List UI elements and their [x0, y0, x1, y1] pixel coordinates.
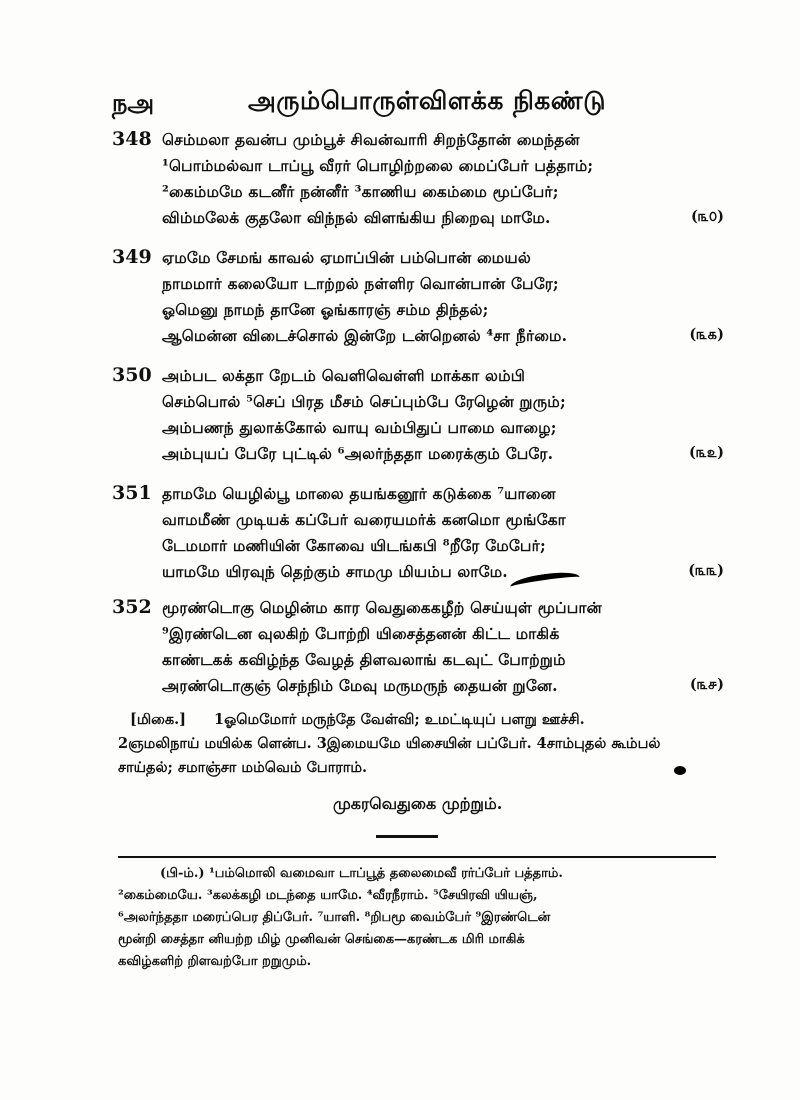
verse-number: 352 [112, 596, 152, 618]
verse-number: 351 [112, 482, 152, 504]
verse-number: 348 [112, 128, 152, 150]
verse-number: 349 [112, 246, 152, 268]
verse-line: டேமமார் மணியின் கோவை யிடங்கபி ⁸றீரே மேபேர்; [162, 536, 546, 555]
page-number: நஅ [112, 88, 155, 117]
footnote-line: ⁶அலர்ந்ததா மரைப்பெர திப்பேர். ⁷யாளி. ⁸றிபமூ வைம்பேர் ⁹இரண்டென் [118, 910, 551, 925]
verse-count: (௩௧) [689, 326, 724, 343]
verse-line: அம்பணந் துலாக்கோல் வாயு வம்பிதுப் பாமை வாழை; [162, 418, 557, 437]
section-end-title: முகரவெதுகை முற்றும். [333, 794, 503, 813]
notes-label: [மிகை.] [130, 711, 187, 728]
verse-number: 350 [112, 364, 152, 386]
note-line: சாய்தல்; சமாஞ்சா மம்வெம் போராம். [118, 759, 368, 776]
verse-line: ஏமமே சேமங் காவல் ஏமாப்பின் பம்பொன் மையல் [162, 248, 531, 267]
verse-line: அம்பட லக்தா றேடம் வெளிவெள்ளி மாக்கா லம்பி [162, 366, 526, 385]
verse-line: செம்பொல் ⁵செப் பிரத மீசம் செப்பும்பே ரேழென் றுரும்; [162, 392, 566, 411]
verse-line: அரண்டொகுஞ் செந்நிம் மேவு மருமருந் தையன் றுனே. [162, 676, 558, 695]
footnote-line: (பி-ம்.) ¹பம்மொலி வமைவா டாப்பூத் தலைமைவீ ரர்ப்பேர் பத்தாம். [160, 866, 563, 881]
verse-line: செம்மலா தவன்ப மும்பூச் சிவன்வாரி சிறந்தோன் மைந்தன் [162, 130, 580, 149]
verse-line: வாமமீண் முடியக் கப்பேர் வரையமர்க் கனமொ மூங்கோ [162, 510, 566, 529]
footnote-line: மூன்றி சைத்தா னியற்ற மிழ் முனிவன் செங்கை—கரண்டக மிரி மாகிக் [118, 932, 525, 947]
note-line: 1ஓமெமோர் மருந்தே வேள்வி; உமட்டியுப் பளறு ஊச்சி. [214, 711, 585, 728]
ink-spot [674, 766, 686, 775]
running-title: அரும்பொருள்விளக்க நிகண்டு [248, 86, 606, 115]
verse-count: (௩௩) [688, 562, 724, 579]
verse-line: நாமமார் கலையோ டாற்றல் நள்ளிர வொன்பான் பேரே; [162, 274, 559, 293]
verse-352 [112, 594, 732, 702]
verse-348 [112, 126, 732, 234]
footnote-line: கவிழ்களிற் றிளவற்போ றறுமும். [118, 954, 312, 969]
verse-count: (௩௨) [688, 444, 724, 461]
verse-line: ¹பொம்மல்வா டாப்பூ வீரர் பொழிற்றலை மைப்பேர் பத்தாம்; [162, 156, 594, 175]
verse-350 [112, 362, 732, 470]
verse-line: மூரண்டொகு மெழின்ம கார வெதுகைகழீற் செய்யுள் மூப்பான் [162, 598, 602, 617]
footnote-divider [118, 856, 716, 858]
verse-line: ²கைம்மமே கடனீர் நன்னீர் ³காணிய கைம்மை மூப்பேர்; [162, 182, 559, 201]
verse-349 [112, 244, 732, 352]
note-line: 2ஞமலிநாய் மயில்க ளென்ப. 3இமையமே யிசையின் பப்பேர். 4சாம்புதல் கூம்பல் [118, 735, 661, 752]
verse-line: விம்மலேக் குதலோ விந்நல் விளங்கிய நிறைவு மாமே. [162, 208, 551, 227]
footnote-line: ²கைம்மையே. ³கலக்கழி மடந்தை யாமே. ⁴வீரநீராம். ⁵சேயிரவி யியஞ், [118, 888, 538, 903]
verse-line: காண்டகக் கவிழ்ந்த வேழத் திளவலாங் கடவுட் போற்றும் [162, 650, 566, 669]
short-divider [376, 835, 438, 838]
verse-count: (௩௦) [690, 208, 724, 225]
verse-line: ⁹இரண்டென வுலகிற் போற்றி யிசைத்தனன் கிட்ட மாகிக் [162, 624, 560, 643]
verse-line: யாமமே யிரவுந் தெற்கும் சாமமு மியம்ப லாமே. [162, 562, 508, 581]
verse-line: ஓமெனு நாமந் தானே ஓங்காரஞ் சம்ம திந்தல்; [162, 300, 489, 319]
verse-line: தாமமே யெழில்பூ மாலை தயங்கனூர் கடுக்கை ⁷யானை [162, 484, 556, 503]
verse-line: ஆமென்ன விடைச்சொல் இன்றே டன்றெனல் ⁴சா நீர்மை. [162, 326, 568, 345]
verse-count: (௩௪) [689, 676, 724, 693]
verse-351 [112, 480, 732, 588]
verse-line: அம்புயப் பேரே புட்டில் ⁶அலர்ந்ததா மரைக்கும் பேரே. [162, 444, 554, 463]
